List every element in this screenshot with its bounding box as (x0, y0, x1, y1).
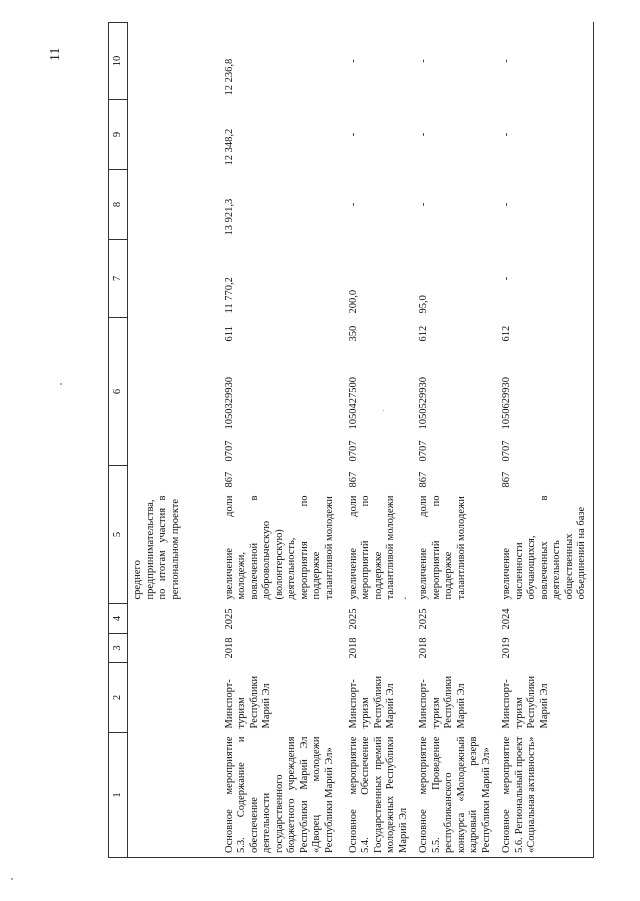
amount-col8: - (418, 202, 429, 207)
expense-type-code: 611 (223, 326, 235, 342)
expected-result: увеличение доли мероприятий по поддержке талантливой молодежи . (347, 495, 409, 600)
table-row (414, 23, 497, 858)
expected-result: среднего предпринимательства, по итогам участия в региональном проекте (132, 495, 181, 600)
table-row-continuation (128, 23, 220, 858)
end-year: 2024 (497, 604, 593, 634)
target-item-code: 1050427500 (347, 377, 359, 430)
end-year: 2025 (223, 608, 235, 630)
amount-col9 (128, 100, 220, 170)
responsible-executor: Минспорт-туризм Республики Марий Эл (223, 675, 272, 729)
amount-col7 (128, 240, 220, 318)
end-year (128, 604, 220, 634)
grbs-code (128, 466, 220, 492)
section-code: 0707 (418, 440, 429, 462)
grbs-code: 867 (418, 471, 429, 488)
page-number: 11 (48, 47, 63, 61)
header-cell: 3 (109, 634, 128, 663)
budget-table (108, 22, 594, 858)
amount-col10: - (347, 59, 359, 63)
grbs-code: 867 (497, 466, 593, 492)
header-cell: 9 (109, 100, 128, 170)
start-year (128, 634, 220, 663)
amount-col10 (128, 23, 220, 100)
target-item-code: 1050629930 (497, 346, 593, 434)
start-year: 2018 (347, 637, 359, 659)
amount-col7: - (497, 240, 593, 318)
expense-type-code: 612 (497, 318, 593, 346)
amount-col9: - (347, 132, 359, 137)
grbs-code: 867 (223, 471, 235, 488)
amount-col7: 200,0 (347, 289, 359, 314)
amount-col8 (128, 170, 220, 240)
header-row (109, 23, 128, 858)
end-year: 2025 (418, 608, 429, 630)
expense-type-code (128, 318, 220, 346)
activity-name: Основное мероприятие 5.6. Региональный проект «Социальная активность» (497, 733, 593, 858)
start-year: 2019 (497, 634, 593, 663)
header-cell: 5 (109, 466, 128, 604)
expected-result: увеличение численности обучающихся, вовлеченных в деятельность общественных объединений на базе (497, 492, 593, 604)
target-item-code (128, 346, 220, 434)
start-year: 2018 (223, 637, 235, 659)
amount-col7: 11 770,2 (223, 277, 235, 314)
amount-col8: 13 921,3 (223, 198, 235, 236)
amount-col7: 95,0 (418, 295, 429, 314)
header-cell: 8 (109, 170, 128, 240)
responsible-executor: Минспорт-туризм Республики Марий Эл (347, 675, 396, 729)
grbs-code: 867 (347, 471, 359, 488)
header-cell: 1 (109, 733, 128, 858)
amount-col8: - (497, 170, 593, 240)
target-item-code: 1050529930 (418, 377, 429, 430)
table-row (220, 23, 344, 858)
table-row (344, 23, 415, 858)
section-code: 0707 (223, 440, 235, 462)
header-cell: 10 (109, 23, 128, 100)
header-cell: 7 (109, 240, 128, 318)
target-item-code: 1050329930 (223, 377, 235, 430)
section-code (128, 434, 220, 466)
start-year: 2018 (418, 637, 429, 659)
expense-type-code: 350 (347, 325, 359, 342)
expected-result: увеличение доли мероприятий по поддержке талантливой молодежи (418, 495, 467, 600)
activity-name: Основное мероприятие 5.3. Содержание и обеспечение деятельности государственного бюджетного учреждения Республики Марий Эл «Дворец молодежи Республики Марий Эл» (220, 733, 344, 858)
amount-col10: 12 236,8 (223, 58, 235, 96)
table-row (497, 23, 593, 858)
section-code: 0707 (347, 440, 359, 462)
section-code: 0707 (497, 434, 593, 466)
responsible-executor: Минспорт-туризм Республики Марий Эл (418, 675, 467, 729)
header-cell: 4 (109, 604, 128, 634)
activity-name: Основное мероприятие 5.4. Обеспечение Государственных премий молодежных Республики Марий Эл (344, 733, 415, 858)
amount-col9: - (497, 100, 593, 170)
amount-col10: - (418, 59, 429, 63)
responsible-executor (128, 663, 220, 733)
end-year: 2025 (347, 608, 359, 630)
activity-name (128, 733, 220, 858)
responsible-executor: Минспорт-туризм Республики Марий Эл (497, 663, 593, 733)
amount-col9: 12 348,2 (223, 128, 235, 166)
header-cell: 2 (109, 663, 128, 733)
header-cell: 6 (109, 318, 128, 466)
amount-col9: - (418, 132, 429, 137)
expected-result: увеличение доли молодежи, вовлеченной в добровольческую (волонтерскую) деятельность, мероприятия по поддержке талантливой молодежи (223, 495, 335, 600)
amount-col10: - (497, 23, 593, 100)
amount-col8: - (347, 202, 359, 207)
activity-name: Основное мероприятие 5.5. Проведение республиканского конкурса «Молодежный кадровый резерв Республики Марий Эл» (414, 733, 497, 858)
expense-type-code: 612 (418, 325, 429, 342)
